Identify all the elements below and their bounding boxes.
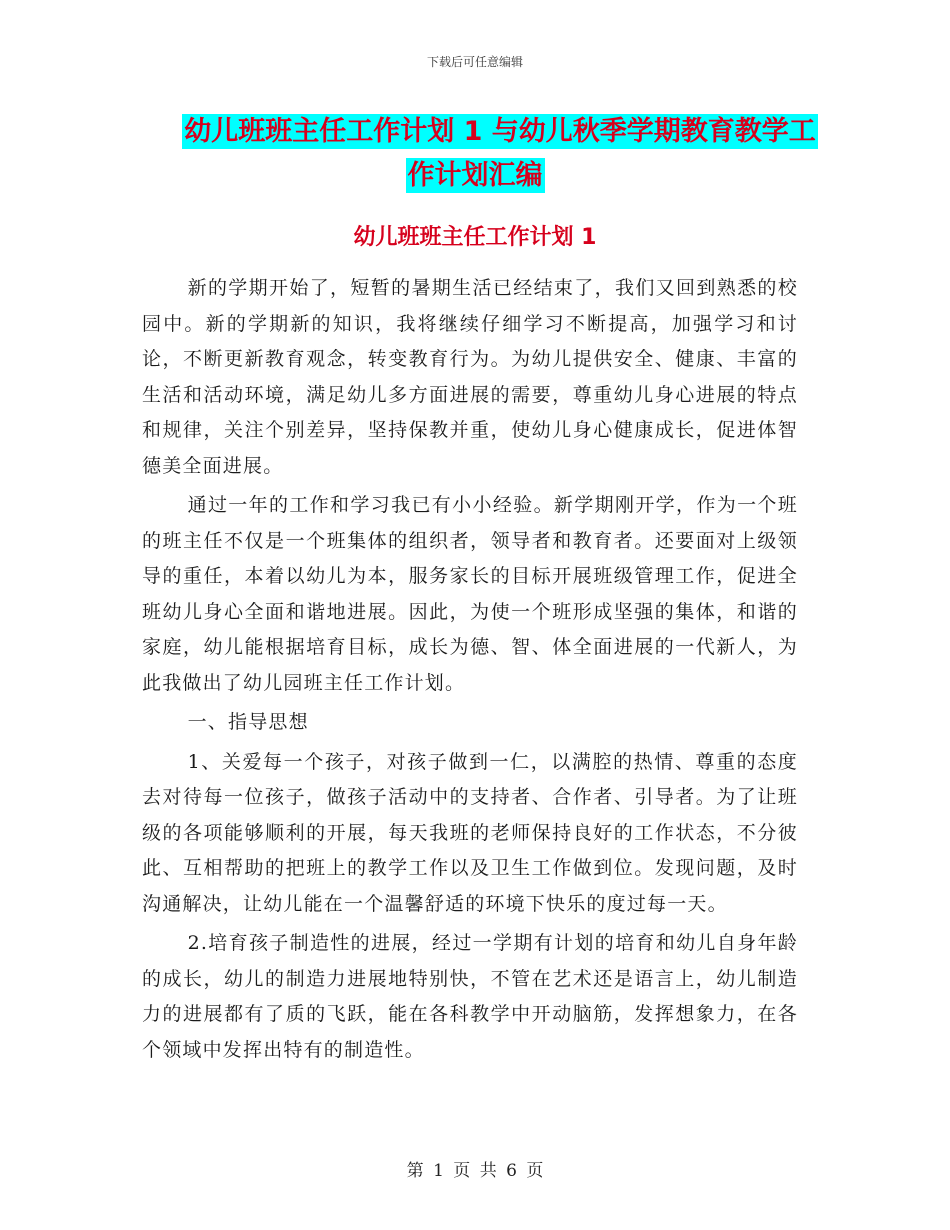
- document-title-line-2: 作计划汇编: [407, 160, 543, 191]
- page-footer: 第 1 页 共 6 页: [406, 1161, 544, 1181]
- section-title: 幼儿班班主任工作计划 1: [353, 225, 597, 250]
- page-header-note: 下载后可任意编辑: [426, 55, 523, 69]
- paragraph: 通过一年的工作和学习我已有小小经验。新学期刚开学，作为一个班的班主任不仅是一个班集体的组织者，领导者和教育者。还要面对上级领导的重任，本着以幼儿为本，服务家长的目标开展班级管理工作，促进全班幼儿身心全面和谐地进展。因此，为使一个班形成坚强的集体，和谐的家庭，幼儿能根据培育目标，成长为德、智、体全面进展的一代新人，为此我做出了幼儿园班主任工作计划。: [142, 494, 798, 694]
- heading-guiding-ideas: 一、指导思想: [187, 711, 309, 733]
- paragraph: 2.培育孩子制造性的进展，经过一学期有计划的培育和幼儿自身年龄的成长，幼儿的制造力进展地特别快，不管在艺术还是语言上，幼儿制造力的进展都有了质的飞跃，能在各科教学中开动脑筋，发挥想象力，在各个领域中发挥出特有的制造性。: [142, 932, 798, 1061]
- body-text: [142, 271, 798, 1072]
- paragraph: 1、关爱每一个孩子，对孩子做到一仁，以满腔的热情、尊重的态度去对待每一位孩子，做孩子活动中的支持者、合作者、引导者。为了让班级的各项能够顺利的开展，每天我班的老师保持良好的工作状态，不分彼此、互相帮助的把班上的教学工作以及卫生工作做到位。发现问题，及时沟通解决，让幼儿能在一个温馨舒适的环境下快乐的度过每一天。: [142, 750, 798, 915]
- document-title-line-1: 幼儿班班主任工作计划 1 与幼儿秋季学期教育教学工: [184, 116, 816, 147]
- document-title: [0, 110, 950, 198]
- paragraph: 新的学期开始了，短暂的暑期生活已经结束了，我们又回到熟悉的校园中。新的学期新的知识，我将继续仔细学习不断提高，加强学习和讨论，不断更新教育观念，转变教育行为。为幼儿提供安全、健康、丰富的生活和活动环境，满足幼儿多方面进展的需要，尊重幼儿身心进展的特点和规律，关注个别差异，坚持保教并重，使幼儿身心健康成长，促进体智德美全面进展。: [142, 277, 798, 477]
